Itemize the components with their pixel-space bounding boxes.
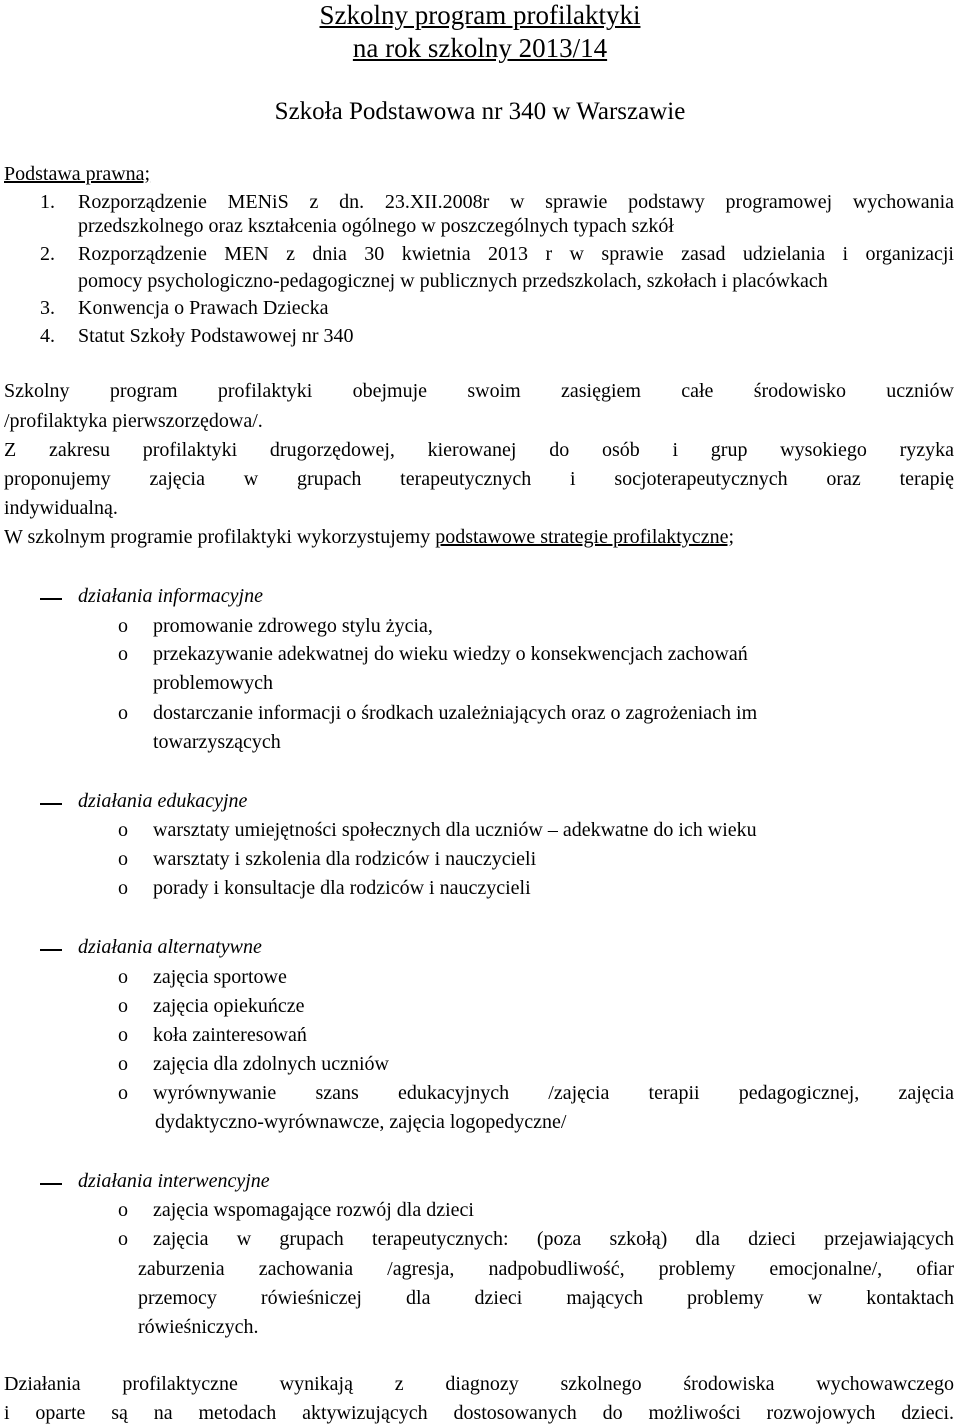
dash-marker	[40, 949, 62, 951]
paragraph-2-line3: indywidualną.	[4, 497, 118, 519]
paragraph-2-line2: proponujemy zajęcia w grupach terapeutycznych i socjoterapeutycznych oraz terapię	[4, 468, 954, 490]
strategy-4-item-2-line4: rówieśniczych.	[138, 1316, 259, 1338]
doc-title-line1: Szkolny program profilaktyki	[319, 0, 641, 30]
bullet-marker: o	[118, 615, 128, 637]
strategy-1-item-2-line2: problemowych	[153, 672, 273, 694]
legal-item-3-num: 3.	[40, 297, 55, 319]
paragraph-1-line1: Szkolny program profilaktyki obejmuje swoim zasięgiem całe środowisko uczniów	[4, 380, 954, 402]
strategy-4-item-2-line2: zaburzenia zachowania /agresja, nadpobudliwość, problemy emocjonalne/, ofiar	[138, 1258, 954, 1280]
bullet-marker: o	[118, 643, 128, 665]
strategy-2-item-2: warsztaty i szkolenia dla rodziców i nauczycieli	[153, 848, 537, 870]
legal-item-1-line2: przedszkolnego oraz kształcenia ogólnego w poszczególnych typach szkół	[78, 215, 674, 237]
strategy-2-item-1: warsztaty umiejętności społecznych dla uczniów – adekwatne do ich wieku	[153, 819, 757, 841]
strategy-1-item-3-line2: towarzyszących	[153, 731, 281, 753]
legal-item-3-line1: Konwencja o Prawach Dziecka	[78, 297, 329, 319]
strategy-3-item-4: zajęcia dla zdolnych uczniów	[153, 1053, 389, 1075]
strategy-3-item-3: koła zainteresowań	[153, 1024, 307, 1046]
bullet-marker: o	[118, 1053, 128, 1075]
legal-item-2-num: 2.	[40, 243, 55, 265]
legal-item-4-line1: Statut Szkoły Podstawowej nr 340	[78, 325, 354, 347]
paragraph-3-text: W szkolnym programie profilaktyki wykorzystujemy	[4, 526, 436, 548]
paragraph-2-line1: Z zakresu profilaktyki drugorzędowej, kierowanej do osób i grup wysokiego ryzyka	[4, 439, 954, 461]
legal-item-1-line1: Rozporządzenie MENiS z dn. 23.XII.2008r w sprawie podstawy programowej wychowania	[78, 191, 954, 213]
bullet-marker: o	[118, 848, 128, 870]
strategy-3-item-1: zajęcia sportowe	[153, 966, 287, 988]
strategy-1-item-2-line1: przekazywanie adekwatnej do wieku wiedzy o konsekwencjach zachowań	[153, 643, 748, 665]
bullet-marker: o	[118, 966, 128, 988]
dash-marker	[40, 598, 62, 600]
legal-item-1-num: 1.	[40, 191, 55, 213]
paragraph-3	[4, 526, 734, 549]
dash-marker	[40, 803, 62, 805]
bullet-marker: o	[118, 1228, 128, 1250]
legal-item-2-line1: Rozporządzenie MEN z dnia 30 kwietnia 2013 r w sprawie zasad udzielania i organizacji	[78, 243, 954, 265]
bullet-marker: o	[118, 877, 128, 899]
strategy-1-item-3-line1: dostarczanie informacji o środkach uzależniających oraz o zagrożeniach im	[153, 702, 758, 724]
bullet-marker: o	[118, 1082, 128, 1104]
strategy-4-item-2-line1: zajęcia w grupach terapeutycznych: (poza szkołą) dla dzieci przejawiających	[153, 1228, 954, 1250]
strategies-link-text: podstawowe strategie profilaktyczne;	[435, 526, 734, 548]
strategy-3-heading: działania alternatywne	[78, 936, 262, 958]
strategy-1-item-1: promowanie zdrowego stylu życia,	[153, 615, 433, 637]
legal-item-4-num: 4.	[40, 325, 55, 347]
school-name: Szkoła Podstawowa nr 340 w Warszawie	[274, 98, 686, 125]
strategy-2-heading: działania edukacyjne	[78, 790, 248, 812]
strategy-4-heading: działania interwencyjne	[78, 1170, 270, 1192]
strategy-3-item-2: zajęcia opiekuńcze	[153, 995, 305, 1017]
doc-title-line2: na rok szkolny 2013/14	[352, 33, 608, 63]
legal-item-2-line2: pomocy psychologiczno-pedagogicznej w publicznych przedszkolach, szkołach i placówkach	[78, 270, 828, 292]
paragraph-1-line2: /profilaktyka pierwszorzędowa/.	[4, 410, 263, 432]
bullet-marker: o	[118, 995, 128, 1017]
legal-basis-label: Podstawa prawna;	[4, 163, 151, 185]
strategy-4-item-1: zajęcia wspomagające rozwój dla dzieci	[153, 1199, 474, 1221]
strategy-3-item-5-line2: dydaktyczno-wyrównawcze, zajęcia logopedyczne/	[155, 1111, 567, 1133]
strategy-1-heading: działania informacyjne	[78, 585, 263, 607]
bullet-marker: o	[118, 819, 128, 841]
strategy-4-item-2-line3: przemocy rówieśniczej dla dzieci mających problemy w kontaktach	[138, 1287, 954, 1309]
bullet-marker: o	[118, 1024, 128, 1046]
closing-line1: Działania profilaktyczne wynikają z diagnozy szkolnego środowiska wychowawczego	[4, 1373, 954, 1395]
bullet-marker: o	[118, 702, 128, 724]
bullet-marker: o	[118, 1199, 128, 1221]
dash-marker	[40, 1183, 62, 1185]
closing-line2: i oparte są na metodach aktywizujących dostosowanych do możliwości rozwojowych dzieci.	[4, 1402, 954, 1424]
strategy-2-item-3: porady i konsultacje dla rodziców i nauczycieli	[153, 877, 531, 899]
strategy-3-item-5-line1: wyrównywanie szans edukacyjnych /zajęcia terapii pedagogicznej, zajęcia	[153, 1082, 954, 1104]
